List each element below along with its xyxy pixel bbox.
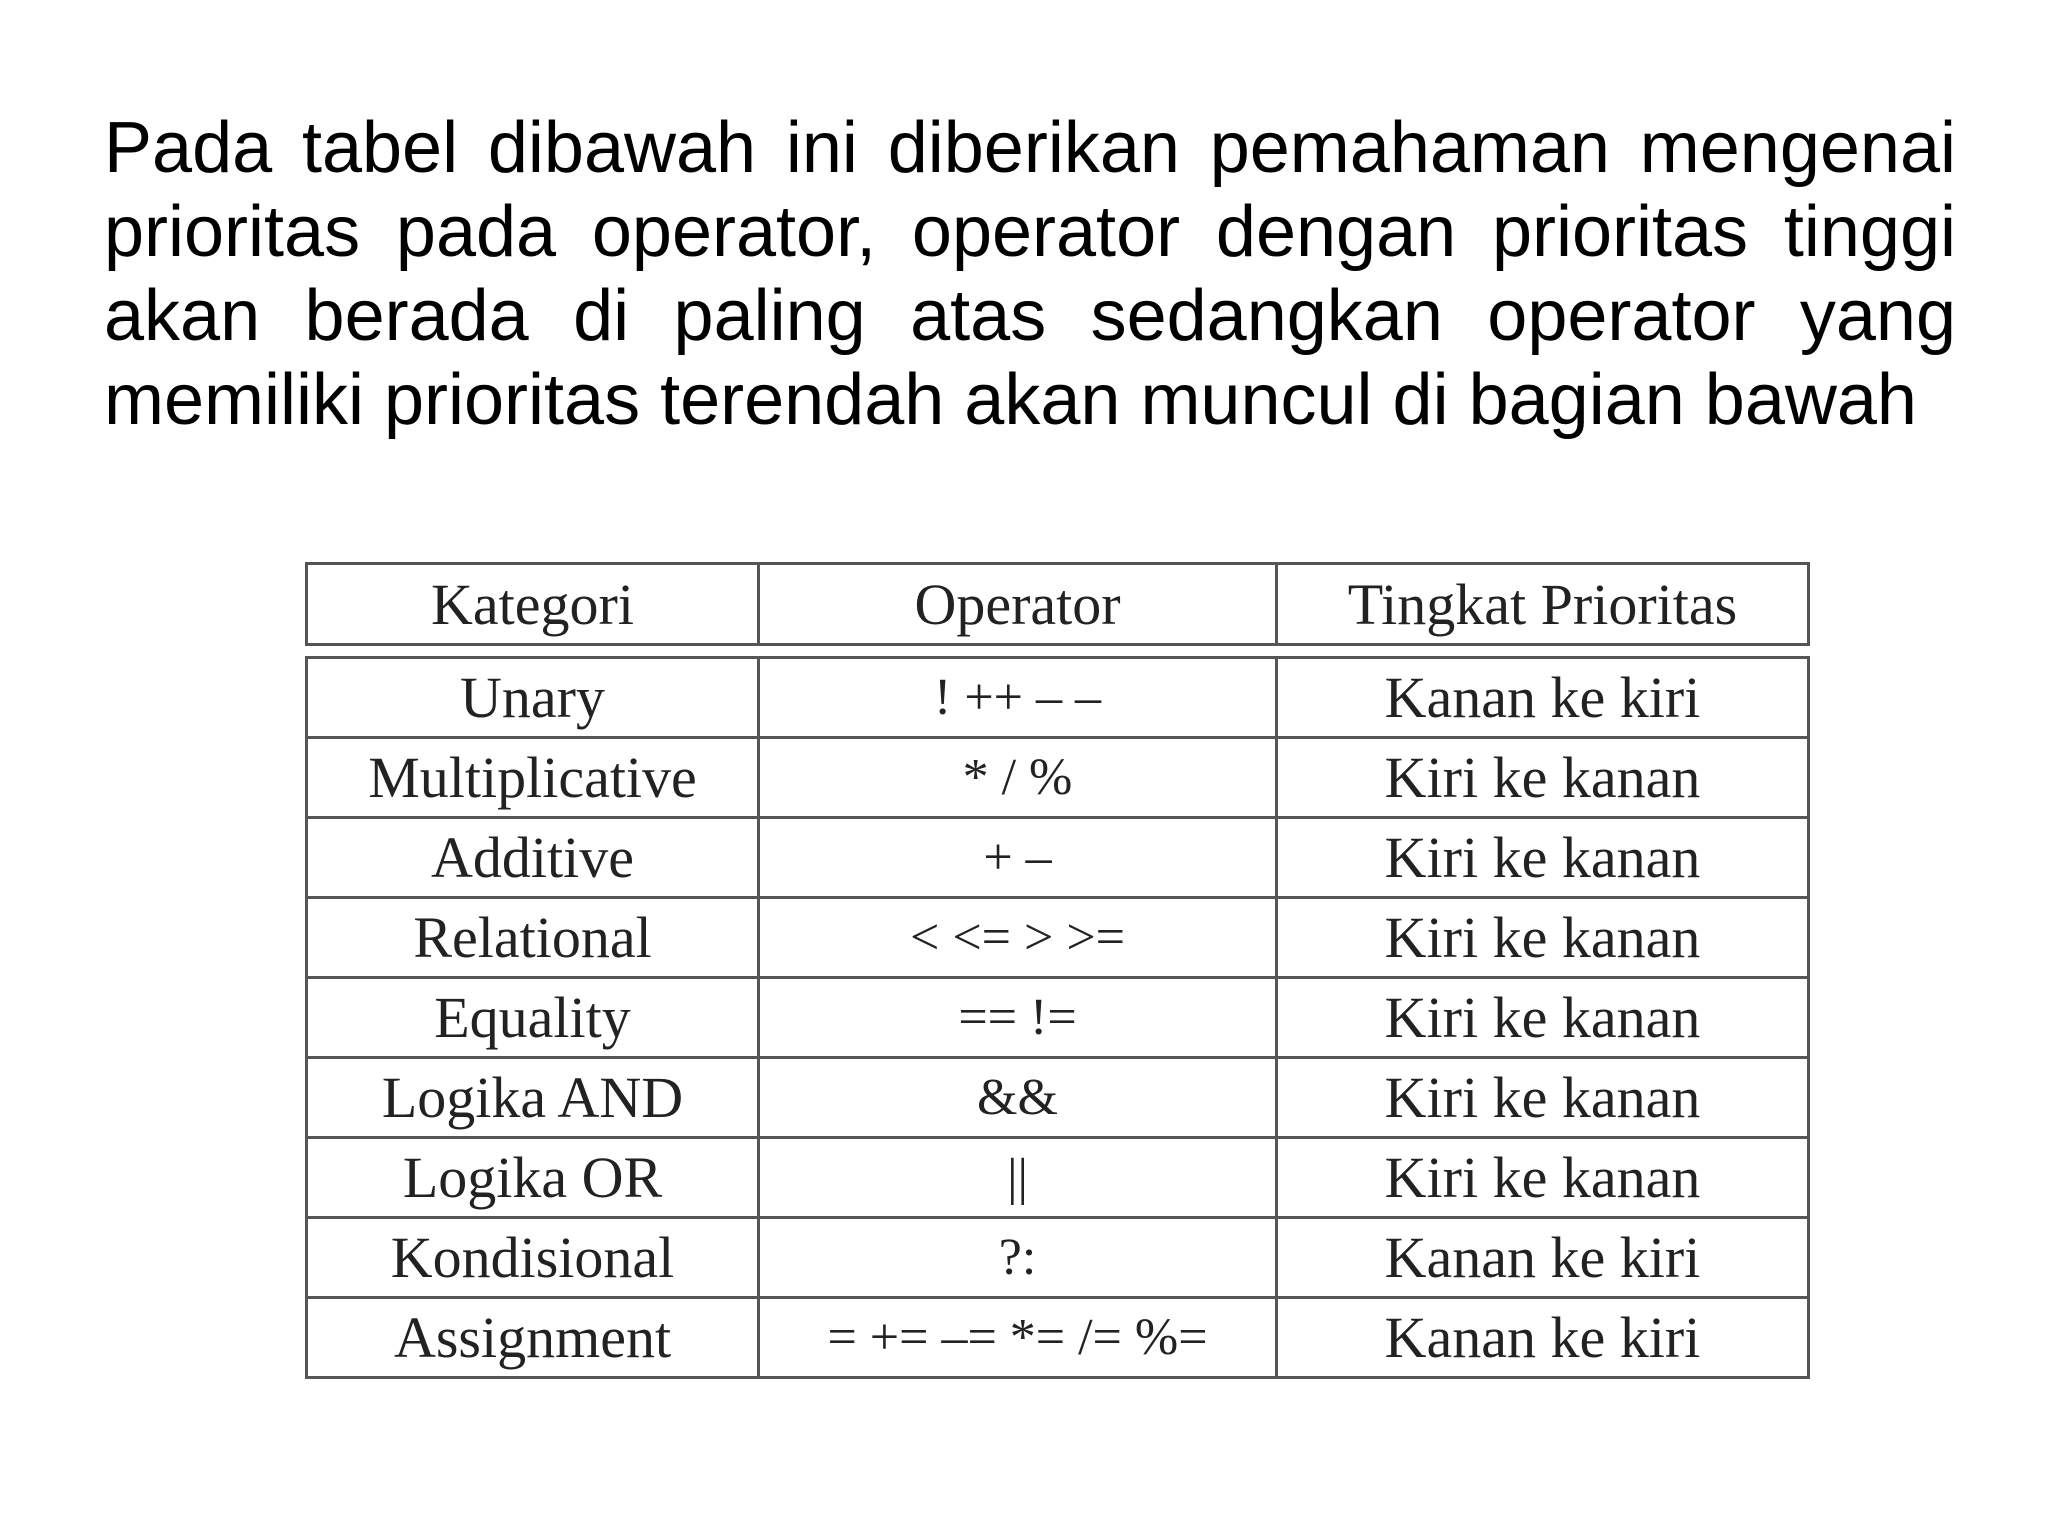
cell-kategori: Relational (307, 898, 759, 978)
cell-operator: = += –= *= /= %= (759, 1298, 1277, 1378)
cell-prioritas: Kiri ke kanan (1277, 978, 1809, 1058)
cell-operator: < <= > >= (759, 898, 1277, 978)
table-body (307, 645, 1809, 1378)
header-gap (307, 645, 1809, 658)
table-row (307, 1058, 1809, 1138)
header-kategori: Kategori (307, 564, 759, 645)
table-row (307, 1138, 1809, 1218)
intro-paragraph: Pada tabel dibawah ini diberikan pemahaman mengenai prioritas pada operator, operator dengan prioritas tinggi akan berada di paling atas sedangkan operator yang memiliki prioritas terendah akan muncul di bagian bawah (104, 108, 1956, 440)
cell-prioritas: Kanan ke kiri (1277, 1218, 1809, 1298)
cell-operator: == != (759, 978, 1277, 1058)
header-operator: Operator (759, 564, 1277, 645)
operator-priority-table-container (305, 562, 1807, 1379)
cell-operator: && (759, 1058, 1277, 1138)
header-tingkat-prioritas: Tingkat Prioritas (1277, 564, 1809, 645)
cell-kategori: Equality (307, 978, 759, 1058)
cell-kategori: Multiplicative (307, 738, 759, 818)
cell-kategori: Assignment (307, 1298, 759, 1378)
cell-kategori: Logika OR (307, 1138, 759, 1218)
table-header (307, 564, 1809, 645)
cell-prioritas: Kiri ke kanan (1277, 1058, 1809, 1138)
cell-operator: + – (759, 818, 1277, 898)
cell-prioritas: Kanan ke kiri (1277, 658, 1809, 738)
header-row (307, 564, 1809, 645)
table-row (307, 898, 1809, 978)
cell-prioritas: Kanan ke kiri (1277, 1298, 1809, 1378)
table-row (307, 978, 1809, 1058)
table-row (307, 1298, 1809, 1378)
cell-kategori: Additive (307, 818, 759, 898)
cell-prioritas: Kiri ke kanan (1277, 898, 1809, 978)
cell-kategori: Logika AND (307, 1058, 759, 1138)
table-row (307, 738, 1809, 818)
cell-kategori: Unary (307, 658, 759, 738)
cell-operator: ?: (759, 1218, 1277, 1298)
table-row (307, 658, 1809, 738)
operator-priority-table (305, 562, 1810, 1379)
cell-operator: * / % (759, 738, 1277, 818)
table-row (307, 818, 1809, 898)
cell-operator: ! ++ – – (759, 658, 1277, 738)
cell-prioritas: Kiri ke kanan (1277, 1138, 1809, 1218)
cell-operator: || (759, 1138, 1277, 1218)
cell-kategori: Kondisional (307, 1218, 759, 1298)
table-row (307, 1218, 1809, 1298)
cell-prioritas: Kiri ke kanan (1277, 818, 1809, 898)
cell-prioritas: Kiri ke kanan (1277, 738, 1809, 818)
